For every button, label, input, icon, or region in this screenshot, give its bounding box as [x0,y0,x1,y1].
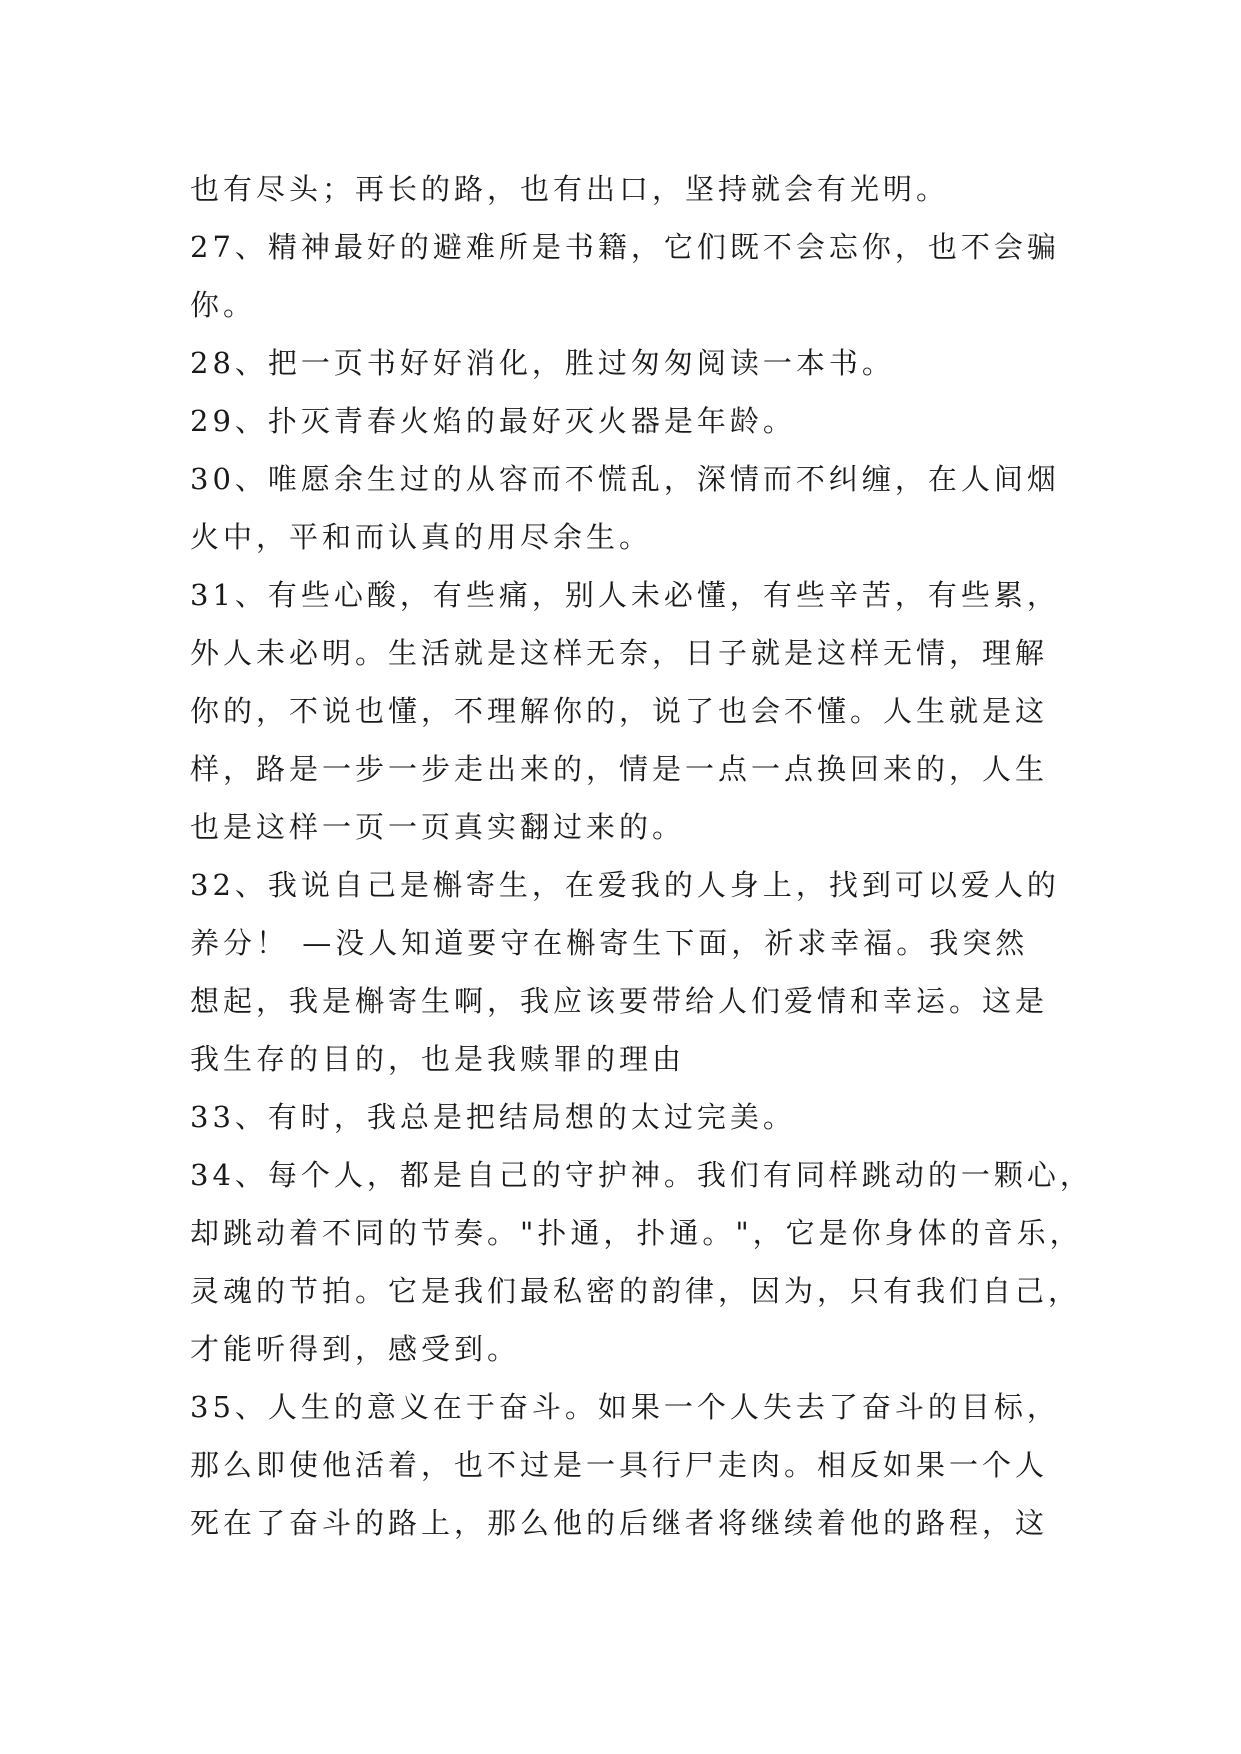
text-line: 你的，不说也懂，不理解你的，说了也会不懂。人生就是这 [190,694,1049,728]
text-line: 那么即使他活着，也不过是一具行尸走肉。相反如果一个人 [190,1448,1049,1482]
text-line: 想起，我是槲寄生啊，我应该要带给人们爱情和幸运。这是 [190,984,1049,1018]
text-line: 35、人生的意义在于奋斗。如果一个人失去了奋斗的目标， [190,1390,1060,1424]
text-line: 也是这样一页一页真实翻过来的。 [190,810,686,844]
text-line: 32、我说自己是槲寄生，在爱我的人身上，找到可以爱人的 [190,868,1060,902]
text-line: 30、唯愿余生过的从容而不慌乱，深情而不纠缠，在人间烟 [190,462,1060,496]
text-line: 27、精神最好的避难所是书籍，它们既不会忘你，也不会骗 [190,230,1060,264]
text-line: 死在了奋斗的路上，那么他的后继者将继续着他的路程，这 [190,1506,1049,1540]
text-line: 灵魂的节拍。它是我们最私密的韵律，因为，只有我们自己， [190,1274,1082,1308]
text-line: 养分！ —没人知道要守在槲寄生下面，祈求幸福。我突然 [190,926,1029,960]
text-line: 你。 [190,288,257,322]
text-line: 我生存的目的，也是我赎罪的理由 [190,1042,686,1076]
text-line: 才能听得到，感受到。 [190,1332,521,1366]
text-line: 29、扑灭青春火焰的最好灭火器是年龄。 [190,404,796,438]
text-line: 却跳动着不同的节奏。"扑通，扑通。"，它是你身体的音乐， [190,1216,1083,1250]
text-line: 外人未必明。生活就是这样无奈，日子就是这样无情，理解 [190,636,1049,670]
text-line: 34、每个人，都是自己的守护神。我们有同样跳动的一颗心， [190,1158,1093,1192]
text-line: 31、有些心酸，有些痛，别人未必懂，有些辛苦，有些累， [190,578,1060,612]
text-line: 也有尽头；再长的路，也有出口，坚持就会有光明。 [190,172,950,206]
text-line: 28、把一页书好好消化，胜过匆匆阅读一本书。 [190,346,895,380]
document-body [190,160,1093,1552]
text-line: 样，路是一步一步走出来的，情是一点一点换回来的，人生 [190,752,1049,786]
text-line: 火中，平和而认真的用尽余生。 [190,520,653,554]
text-line: 33、有时，我总是把结局想的太过完美。 [190,1100,796,1134]
